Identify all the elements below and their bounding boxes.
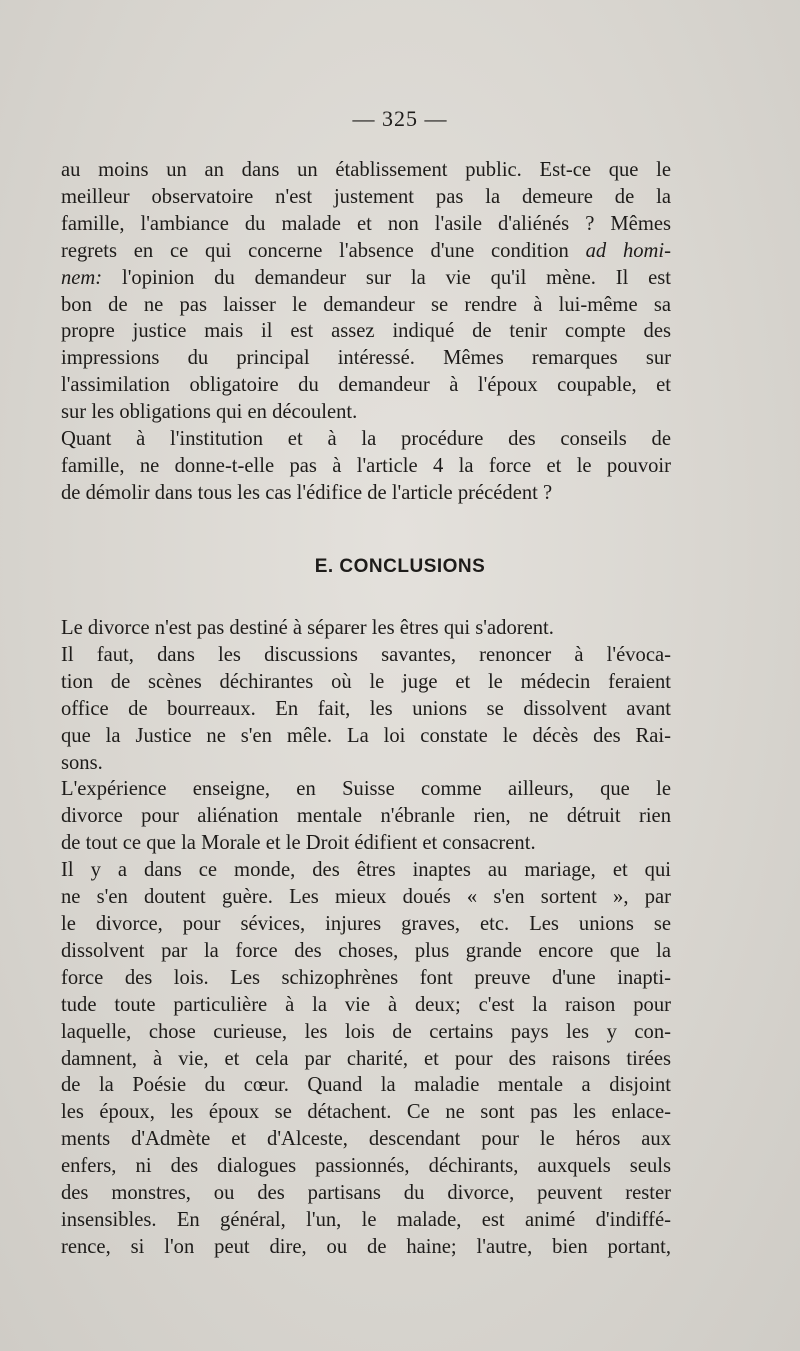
- text-line: office de bourreaux. En fait, les unions se dissolvent avant: [61, 697, 671, 720]
- text-line: l'assimilation obligatoire du demandeur à l'époux coupable, et: [61, 374, 671, 397]
- text-line: Quant à l'institution et à la procédure des conseils de: [61, 428, 671, 451]
- text-line: force des lois. Les schizophrènes font preuve d'une inapti-: [61, 966, 671, 989]
- text-line: ments d'Admète et d'Alceste, descendant pour le héros aux: [61, 1128, 671, 1151]
- text-line: sur les obligations qui en découlent.: [61, 401, 358, 424]
- text-block-conclusions: [61, 615, 671, 1261]
- text-line: famille, l'ambiance du malade et non l'asile d'aliénés ? Mêmes: [61, 212, 671, 235]
- text-line: Il faut, dans les discussions savantes, renoncer à l'évoca-: [61, 643, 671, 666]
- text-line: meilleur observatoire n'est justement pas la demeure de la: [61, 185, 671, 208]
- text-line: bon de ne pas laisser le demandeur se rendre à lui-même sa: [61, 293, 671, 316]
- page-number: — 325 —: [352, 106, 448, 131]
- text-line: Le divorce n'est pas destiné à séparer les êtres qui s'adorent.: [61, 617, 554, 639]
- text-line: impressions du principal intéressé. Mêmes remarques sur: [61, 347, 671, 370]
- text-line: le divorce, pour sévices, injures graves, etc. Les unions se: [61, 912, 671, 935]
- section-heading: E. CONCLUSIONS: [314, 556, 486, 577]
- text-line: de la Poésie du cœur. Quand la maladie mentale a disjoint: [61, 1074, 671, 1097]
- text-line: Il y a dans ce monde, des êtres inaptes au mariage, et qui: [61, 859, 671, 882]
- text-line: des monstres, ou des partisans du divorce, peuvent rester: [61, 1182, 671, 1205]
- text-segment: l'opinion du demandeur sur la vie qu'il mène. Il est: [102, 266, 671, 289]
- text-line: au moins un an dans un établissement public. Est-ce que le: [61, 159, 671, 181]
- text-line: ne s'en doutent guère. Les mieux doués « s'en sortent », par: [61, 886, 671, 909]
- text-line: damnent, à vie, et cela par charité, et pour des raisons tirées: [61, 1047, 671, 1070]
- text-line: les époux, les époux se détachent. Ce ne sont pas les enlace-: [61, 1101, 671, 1124]
- text-line: famille, ne donne-t-elle pas à l'article 4 la force et le pouvoir: [61, 454, 671, 477]
- text-line: [61, 265, 671, 292]
- text-line: tion de scènes déchirantes où le juge et le médecin feraient: [61, 670, 671, 693]
- text-line: insensibles. En général, l'un, le malade, est animé d'indiffé-: [61, 1208, 671, 1231]
- text-line: de démolir dans tous les cas l'édifice de l'article précédent ?: [61, 481, 553, 504]
- text-line: rence, si l'on peut dire, ou de haine; l'autre, bien portant,: [61, 1235, 671, 1258]
- text-line: [61, 238, 671, 265]
- text-block-top: [61, 157, 671, 507]
- text-line: dissolvent par la force des choses, plus grande encore que la: [61, 939, 671, 962]
- italic-phrase: ad homi-: [585, 239, 671, 262]
- text-line: que la Justice ne s'en mêle. La loi constate le décès des Rai-: [61, 724, 671, 747]
- text-line: sons.: [61, 751, 103, 774]
- text-segment: regrets en ce qui concerne l'absence d'une condition: [61, 239, 586, 262]
- italic-phrase: nem:: [61, 266, 103, 289]
- text-line: enfers, ni des dialogues passionnés, déchirants, auxquels seuls: [61, 1155, 671, 1178]
- text-line: L'expérience enseigne, en Suisse comme ailleurs, que le: [61, 778, 671, 801]
- text-line: de tout ce que la Morale et le Droit édifient et consacrent.: [61, 832, 536, 855]
- text-line: divorce pour aliénation mentale n'ébranle rien, ne détruit rien: [61, 805, 671, 828]
- text-line: propre justice mais il est assez indiqué de tenir compte des: [61, 320, 671, 343]
- text-line: laquelle, chose curieuse, les lois de certains pays les y con-: [61, 1020, 671, 1043]
- text-line: tude toute particulière à la vie à deux; c'est la raison pour: [61, 993, 671, 1016]
